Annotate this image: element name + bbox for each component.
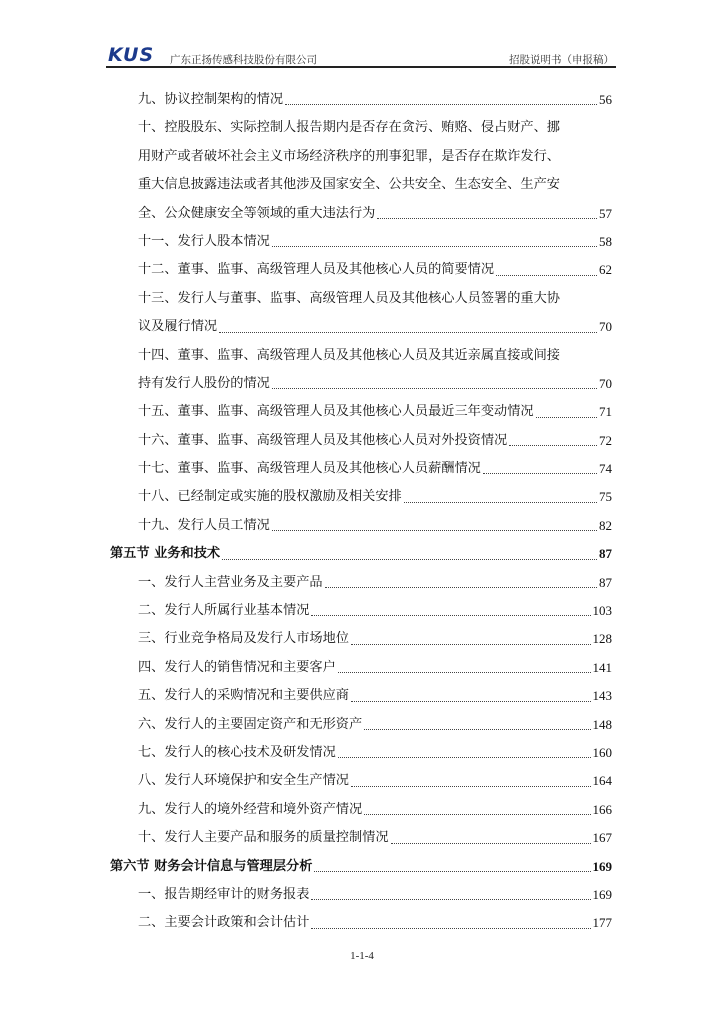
table-of-contents [110,86,612,938]
toc-entry[interactable]: 十九、发行人员工情况 82 [138,517,612,533]
leader-dots [364,814,590,815]
toc-entry[interactable]: 四、发行人的销售情况和主要客户 141 [138,659,612,675]
leader-dots [272,246,597,247]
page-header [106,38,616,66]
leader-dots [496,275,597,276]
toc-entry[interactable]: 十七、董事、监事、高级管理人员及其他核心人员薪酬情况 74 [138,461,612,477]
toc-entry[interactable]: 十六、董事、监事、高级管理人员及其他核心人员对外投资情况 72 [138,432,612,448]
toc-section-heading[interactable]: 第六节 财务会计信息与管理层分析 169 [110,858,612,874]
toc-entry-line[interactable]: 重大信息披露违法或者其他涉及国家安全、公共安全、生态安全、生产安 [138,177,560,193]
leader-dots [483,473,597,474]
toc-entry-line[interactable]: 十三、发行人与董事、监事、高级管理人员及其他核心人员签署的重大协 [138,290,560,306]
header-rule [106,66,616,68]
toc-entry[interactable]: 一、发行人主营业务及主要产品 87 [138,574,612,590]
leader-dots [272,388,597,389]
toc-entry-line[interactable]: 用财产或者破坏社会主义市场经济秩序的刑事犯罪，是否存在欺诈发行、 [138,148,560,164]
toc-entry[interactable]: 全、公众健康安全等领域的重大违法行为 57 [138,205,612,221]
leader-dots [325,587,597,588]
toc-entry[interactable]: 十五、董事、监事、高级管理人员及其他核心人员最近三年变动情况 71 [138,404,612,420]
leader-dots [314,871,590,872]
toc-entry[interactable]: 九、发行人的境外经营和境外资产情况 166 [138,801,612,817]
toc-entry[interactable]: 三、行业竞争格局及发行人市场地位 128 [138,631,612,647]
leader-dots [338,672,591,673]
toc-entry[interactable]: 二、主要会计政策和会计估计 177 [138,915,612,931]
leader-dots [219,332,597,333]
toc-entry[interactable]: 九、协议控制架构的情况 56 [138,91,612,107]
leader-dots [364,729,590,730]
leader-dots [311,615,590,616]
leader-dots [285,104,597,105]
toc-entry[interactable]: 十二、董事、监事、高级管理人员及其他核心人员的简要情况 62 [138,262,612,278]
page-number: 1-1-4 [350,950,374,962]
leader-dots [509,445,597,446]
toc-entry[interactable]: 持有发行人股份的情况 70 [138,375,612,391]
leader-dots [391,843,591,844]
toc-entry[interactable]: 五、发行人的采购情况和主要供应商 143 [138,688,612,704]
toc-entry[interactable]: 一、报告期经审计的财务报表 169 [138,886,612,902]
leader-dots [404,502,597,503]
leader-dots [222,559,597,560]
company-logo: KUS [108,44,155,66]
leader-dots [311,928,590,929]
toc-entry[interactable]: 十一、发行人股本情况 58 [138,233,612,249]
toc-entry[interactable]: 六、发行人的主要固定资产和无形资产 148 [138,716,612,732]
leader-dots [338,757,591,758]
company-name: 广东正扬传感科技股份有限公司 [170,54,317,66]
leader-dots [272,530,597,531]
leader-dots [311,899,590,900]
leader-dots [351,701,591,702]
toc-entry[interactable]: 议及履行情况 70 [138,319,612,335]
toc-entry[interactable]: 十八、已经制定或实施的股权激励及相关安排 75 [138,489,612,505]
toc-entry-line[interactable]: 十四、董事、监事、高级管理人员及其他核心人员及其近亲属直接或间接 [138,347,560,363]
toc-entry[interactable]: 十、发行人主要产品和服务的质量控制情况 167 [138,830,612,846]
toc-entry[interactable]: 七、发行人的核心技术及研发情况 160 [138,744,612,760]
document-title: 招股说明书（申报稿） [509,54,614,66]
leader-dots [351,644,591,645]
leader-dots [351,786,591,787]
leader-dots [377,218,597,219]
toc-entry-line[interactable]: 十、控股股东、实际控制人报告期内是否存在贪污、贿赂、侵占财产、挪 [138,120,560,136]
toc-section-heading[interactable]: 第五节 业务和技术 87 [110,546,612,562]
leader-dots [536,417,597,418]
toc-entry[interactable]: 八、发行人环境保护和安全生产情况 164 [138,773,612,789]
toc-entry[interactable]: 二、发行人所属行业基本情况 103 [138,603,612,619]
